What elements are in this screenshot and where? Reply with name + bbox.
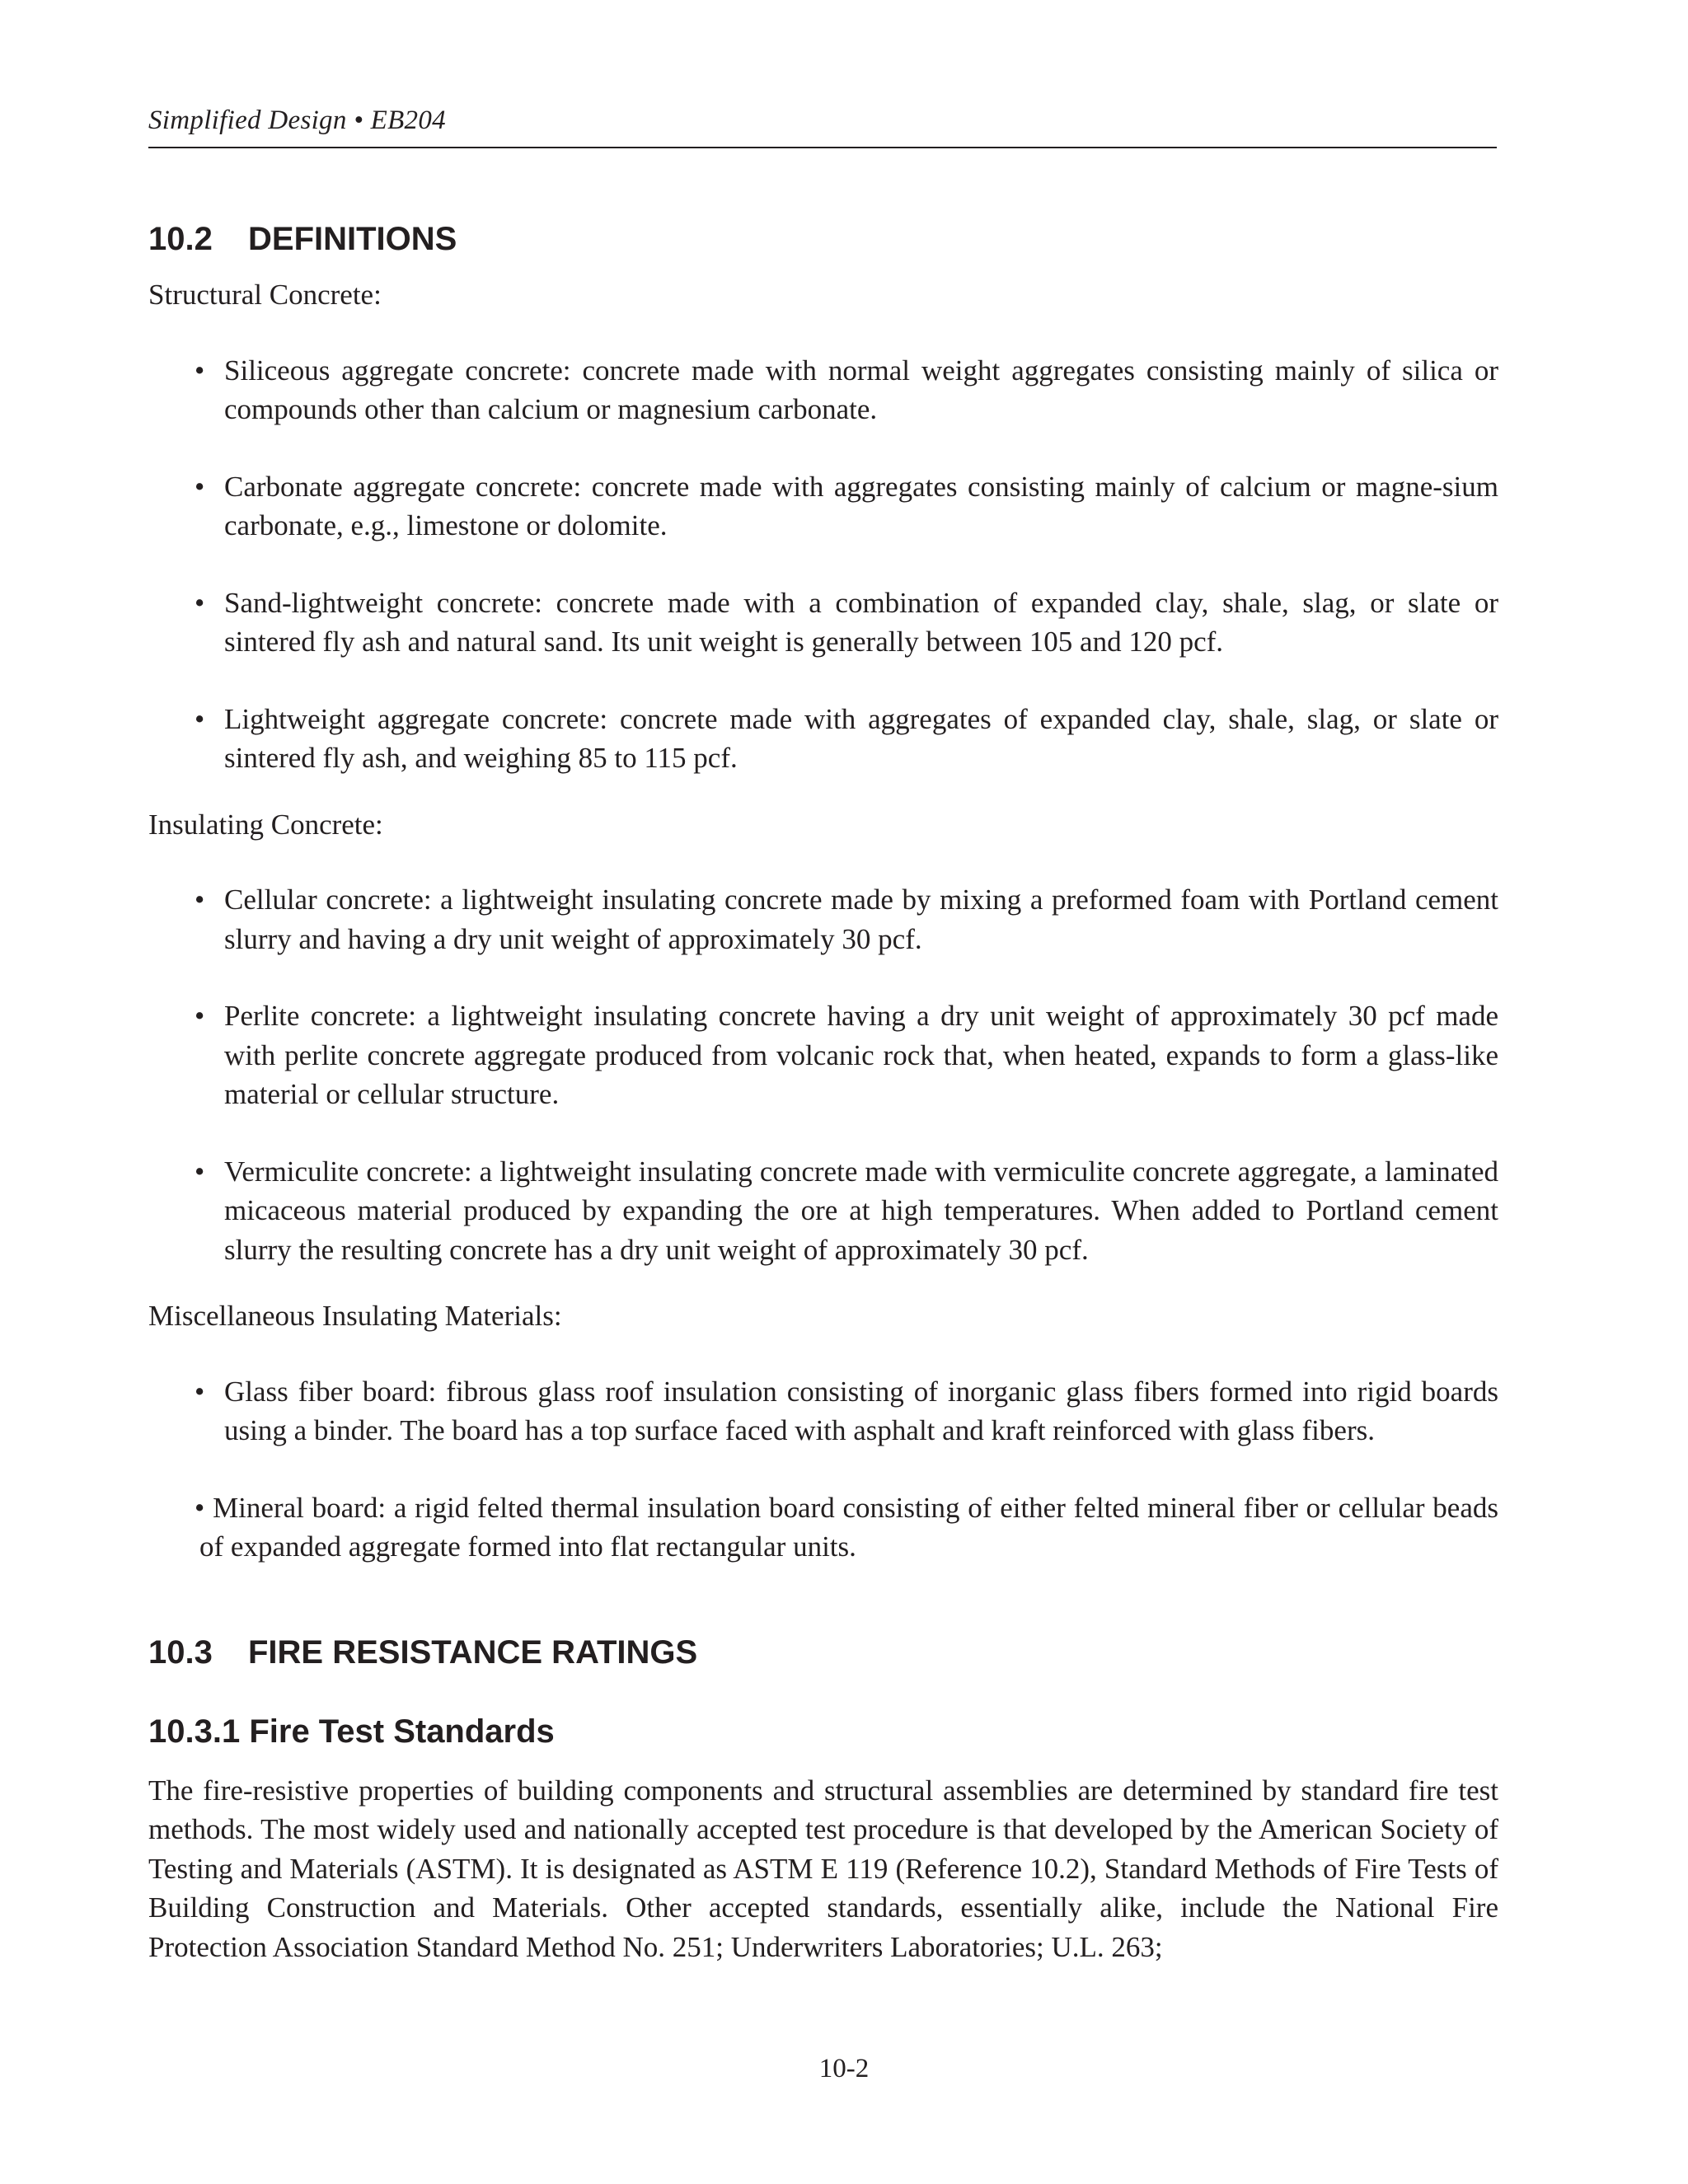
bullet-icon: • [195, 1491, 205, 1524]
bullet-icon: • [195, 702, 205, 735]
header-divider [148, 147, 1497, 148]
definition-text: Cellular concrete: a lightweight insulating concrete made by mixing a preformed foam with Portland cement slurry and having a dry unit weight of approximately 30 pcf. [224, 883, 1498, 955]
page-number: 10-2 [818, 2054, 870, 2083]
group-label-misc-insulating: Miscellaneous Insulating Materials: [148, 1300, 562, 1332]
bullet-icon: • [195, 1375, 205, 1408]
bullet-icon: • [195, 1155, 205, 1188]
bullet-icon: • [195, 1000, 205, 1032]
group-label-insulating-concrete: Insulating Concrete: [148, 808, 383, 841]
definition-text: Perlite concrete: a lightweight insulating concrete having a dry unit weight of approximately 30 pcf made with perlite concrete aggregate produced from volcanic rock that, when heated, expands to form a glass-like material or cellular structure. [224, 1000, 1498, 1110]
list-item [148, 880, 1498, 958]
definition-text: Sand-lightweight concrete: concrete made with a combination of expanded clay, shale, slag, or slate or sintered fly ash and natural sand. Its unit weight is generally between 105 and 120 pcf. [224, 586, 1498, 658]
running-header: Simplified Design • EB204 [148, 105, 446, 135]
list-item [148, 351, 1498, 429]
list-item [148, 1152, 1498, 1270]
section-number: 10.3 [148, 1633, 213, 1671]
bullet-icon: • [195, 586, 205, 619]
section-title: DEFINITIONS [248, 221, 457, 257]
definition-text: Lightweight aggregate concrete: concrete made with aggregates of expanded clay, shale, slag, or slate or sintered fly ash, and weighing 85 to 115 pcf. [224, 702, 1498, 774]
page-content [148, 216, 1498, 1966]
list-item [148, 996, 1498, 1114]
definition-text: Glass fiber board: fibrous glass roof insulation consisting of inorganic glass fibers formed into rigid boards using a binder. The board has a top surface faced with asphalt and kraft reinforced with glass fibers. [224, 1375, 1498, 1446]
subsection-heading-fire-test-standards: 10.3.1 Fire Test Standards [148, 1713, 555, 1750]
list-item [148, 700, 1498, 778]
list-item [148, 1488, 1498, 1567]
section-heading-fire-resistance [148, 1629, 1498, 1675]
bullet-icon: • [195, 354, 205, 387]
definition-text: Mineral board: a rigid felted thermal insulation board consisting of either felted mineral fiber or cellular beads of expanded aggregate formed into flat rectangular units. [199, 1491, 1499, 1563]
bullet-icon: • [195, 470, 205, 503]
body-paragraph: The fire-resistive properties of building components and structural assemblies are determined by standard fire test methods. The most widely used and nationally accepted test procedure is that developed by the American Society of Testing and Materials (ASTM). It is designated as ASTM E 119 (Reference 10.2), Standard Methods of Fire Tests of Building Construction and Materials. Other accepted standards, essentially alike, include the National Fire Protection Association Standard Method No. 251; Underwriters Laboratories; U.L. 263; [148, 1774, 1498, 1963]
list-item [148, 583, 1498, 662]
group-label-structural-concrete: Structural Concrete: [148, 279, 382, 311]
list-item [148, 1372, 1498, 1451]
definition-text: Carbonate aggregate concrete: concrete made with aggregates consisting mainly of calcium or magne-sium carbonate, e.g., limestone or dolomite. [224, 470, 1498, 541]
section-title: FIRE RESISTANCE RATINGS [248, 1633, 698, 1671]
list-item [148, 467, 1498, 546]
definition-text: Vermiculite concrete: a lightweight insulating concrete made with vermiculite concrete aggregate, a laminated micaceous material produced by expanding the ore at high temperatures. When added to Portland cement slurry the resulting concrete has a dry unit weight of approximately 30 pcf. [224, 1155, 1498, 1266]
definition-text: Siliceous aggregate concrete: concrete made with normal weight aggregates consisting mainly of silica or compounds other than calcium or magnesium carbonate. [224, 354, 1498, 425]
section-heading-definitions [148, 216, 1498, 262]
bullet-icon: • [195, 883, 205, 916]
section-number: 10.2 [148, 221, 213, 257]
